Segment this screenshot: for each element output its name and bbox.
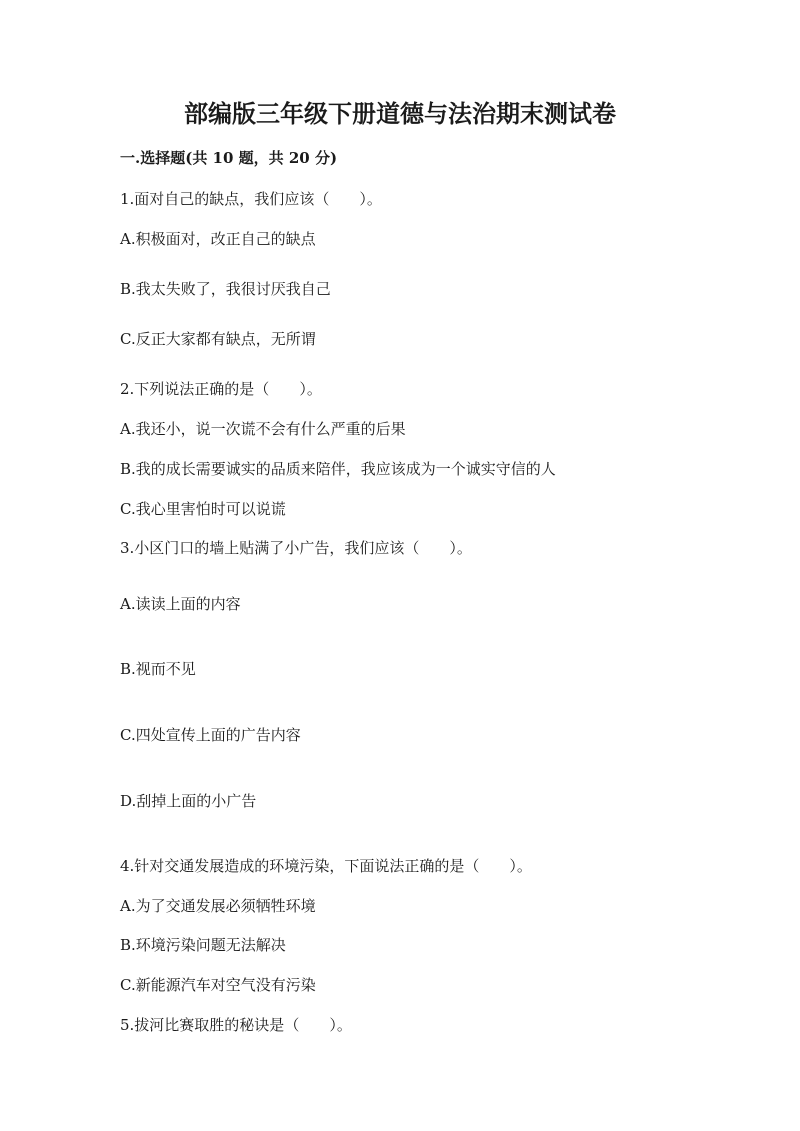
question-5-stem: 5.拔河比赛取胜的秘诀是（ ）。 xyxy=(120,1016,352,1034)
question-1-option-c: C.反正大家都有缺点，无所谓 xyxy=(120,330,316,348)
question-4-option-c: C.新能源汽车对空气没有污染 xyxy=(120,976,316,994)
section-heading: 一.选择题(共 10 题，共 20 分) xyxy=(120,149,338,167)
question-2-stem: 2.下列说法正确的是（ ）。 xyxy=(120,380,322,398)
question-4-option-a: A.为了交通发展必须牺牲环境 xyxy=(120,897,316,915)
question-4-stem: 4.针对交通发展造成的环境污染，下面说法正确的是（ ）。 xyxy=(120,857,532,875)
question-2-option-b: B.我的成长需要诚实的品质来陪伴，我应该成为一个诚实守信的人 xyxy=(120,460,556,478)
question-3-option-a: A.读读上面的内容 xyxy=(120,595,241,613)
question-1-stem: 1.面对自己的缺点，我们应该（ ）。 xyxy=(120,190,382,208)
question-3-option-b: B.视而不见 xyxy=(120,660,196,678)
page-title: 部编版三年级下册道德与法治期末测试卷 xyxy=(184,99,616,128)
question-2-option-c: C.我心里害怕时可以说谎 xyxy=(120,500,286,518)
question-3-stem: 3.小区门口的墙上贴满了小广告，我们应该（ ）。 xyxy=(120,539,472,557)
question-3-option-d: D.刮掉上面的小广告 xyxy=(120,792,257,810)
question-2-option-a: A.我还小，说一次谎不会有什么严重的后果 xyxy=(120,420,406,438)
question-1-option-a: A.积极面对，改正自己的缺点 xyxy=(120,230,316,248)
question-3-option-c: C.四处宣传上面的广告内容 xyxy=(120,726,301,744)
question-4-option-b: B.环境污染问题无法解决 xyxy=(120,936,286,954)
question-1-option-b: B.我太失败了，我很讨厌我自己 xyxy=(120,280,331,298)
